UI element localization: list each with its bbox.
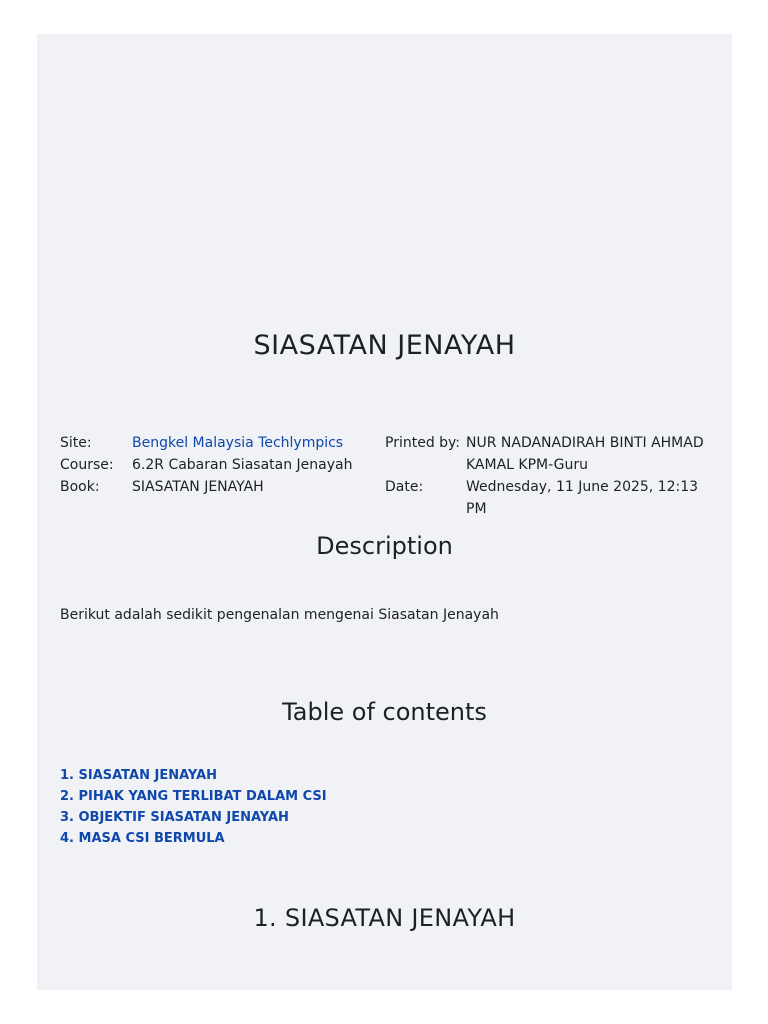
date-value: Wednesday, 11 June 2025, 12:13 PM [466, 479, 699, 517]
toc-heading: Table of contents [282, 698, 487, 726]
description-heading: Description [316, 532, 453, 560]
meta-row-course [60, 454, 372, 476]
meta-right-column [385, 432, 716, 520]
meta-row-date [385, 476, 716, 520]
toc-item-1[interactable]: 1. SIASATAN JENAYAH [60, 768, 218, 783]
site-link[interactable]: Bengkel Malaysia Techlympics [132, 435, 344, 451]
book-title: SIASATAN JENAYAH [253, 330, 516, 361]
printed-by-label: Printed by: [385, 435, 461, 451]
table-of-contents [60, 765, 327, 849]
printed-book-page [37, 34, 732, 990]
meta-row-printed-by [385, 432, 716, 476]
site-label: Site: [60, 435, 92, 451]
course-label: Course: [60, 457, 114, 473]
toc-item-4[interactable]: 4. MASA CSI BERMULA [60, 831, 225, 846]
meta-row-site [60, 432, 372, 454]
chapter-1-heading: 1. SIASATAN JENAYAH [253, 904, 516, 932]
book-value: SIASATAN JENAYAH [132, 479, 264, 495]
printed-by-value: NUR NADANADIRAH BINTI AHMAD KAMAL KPM-Guru [466, 435, 704, 473]
meta-left-column [60, 432, 372, 498]
toc-item-2[interactable]: 2. PIHAK YANG TERLIBAT DALAM CSI [60, 789, 327, 804]
meta-row-book [60, 476, 372, 498]
date-label: Date: [385, 479, 424, 495]
book-label: Book: [60, 479, 100, 495]
course-value: 6.2R Cabaran Siasatan Jenayah [132, 457, 353, 473]
description-text: Berikut adalah sedikit pengenalan mengenai Siasatan Jenayah [60, 607, 499, 623]
toc-item-3[interactable]: 3. OBJEKTIF SIASATAN JENAYAH [60, 810, 289, 825]
